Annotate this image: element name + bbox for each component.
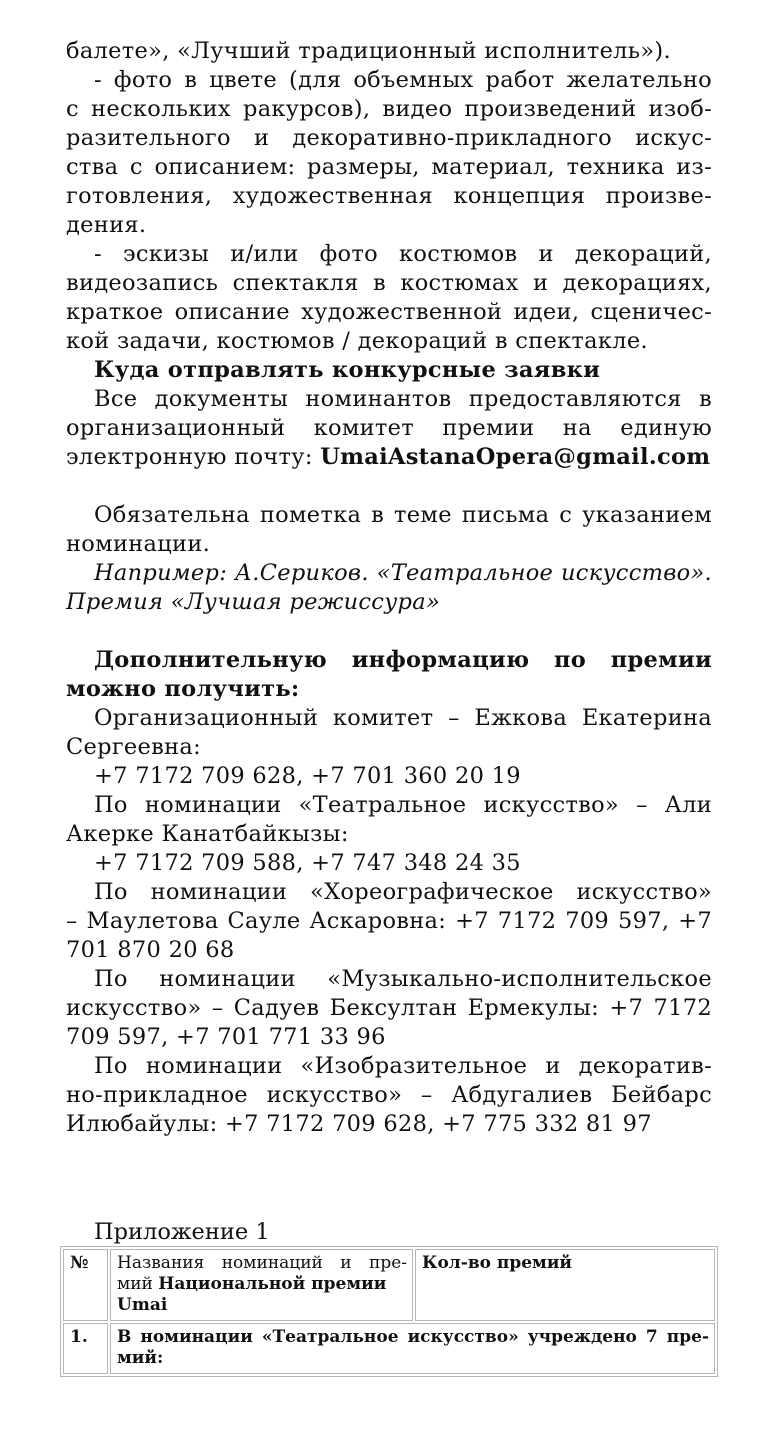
row-nomination — [110, 1323, 715, 1374]
row-line: мий: — [117, 1348, 164, 1368]
phone-line: +7 7172 709 588, +7 747 348 24 35 — [94, 850, 521, 876]
text-line: По номинации «Хореографическое искусство» — [94, 879, 712, 905]
section-heading: можно получить: — [66, 676, 300, 702]
text-line: краткое описание художественной идеи, сценичес- — [66, 299, 712, 325]
text-line: Обязательна пометка в теме письма с указанием — [94, 502, 712, 528]
text-line: По номинации «Театральное искусство» – Али — [94, 792, 712, 818]
row-number: 1. — [63, 1323, 108, 1374]
text-line: ства с описанием: размеры, материал, техника из- — [66, 154, 712, 180]
table-header-row — [63, 1249, 715, 1321]
text-line: Акерке Канатбайкызы: — [66, 821, 349, 847]
example-line: Премия «Лучшая режиссура» — [66, 589, 441, 615]
text-line: кой задачи, костюмов / декораций в спектакле. — [66, 328, 648, 354]
appendix-title: Приложение 1 — [94, 1219, 270, 1245]
phone-line: +7 7172 709 628, +7 701 360 20 19 — [94, 763, 521, 789]
section-heading: Дополнительную информацию по премии — [94, 647, 712, 673]
text-line: готовления, художественная концепция произве- — [66, 183, 712, 209]
text-line: Сергеевна: — [66, 734, 202, 760]
text-line: искусство» – Садуев Бексултан Ермекулы: +7 7172 — [66, 995, 712, 1021]
header-name-line: мий Национальной премии — [117, 1274, 387, 1294]
text-line: – Маулетова Сауле Аскаровна: +7 7172 709 597, +7 — [66, 908, 712, 934]
text-line: видеозапись спектакля в костюмах и декорациях, — [66, 270, 712, 296]
email-line — [66, 443, 712, 472]
nominations-table — [60, 1246, 718, 1377]
table-row — [63, 1323, 715, 1374]
text-line: с нескольких ракурсов), видео произведений изоб- — [66, 96, 712, 122]
text-line: По номинации «Изобразительное и декоратив- — [94, 1053, 712, 1079]
header-number: № — [63, 1249, 108, 1321]
header-award-count: Кол-во премий — [415, 1249, 715, 1321]
example-line: Например: А.Сериков. «Театральное искусство». — [94, 560, 712, 586]
text-line: Все документы номинантов предоставляются в — [94, 386, 712, 412]
text-line: По номинации «Музыкально-исполнительское — [94, 966, 712, 992]
text-line: 709 597, +7 701 771 33 96 — [66, 1024, 386, 1050]
text-line: разительного и декоративно-прикладного искус- — [66, 125, 712, 151]
text-line: 701 870 20 68 — [66, 937, 235, 963]
email-label: электронную почту: — [66, 444, 321, 470]
text-line: Илюбайулы: +7 7172 709 628, +7 775 332 81 97 — [66, 1111, 652, 1137]
email-address[interactable]: UmaiAstanaOpera@gmail.com — [320, 444, 711, 470]
text-line: - эскизы и/или фото костюмов и декораций, — [94, 241, 712, 267]
header-name-line: Названия номинаций и пре- — [117, 1253, 407, 1273]
text-line: балете», «Лучший традиционный исполнитель»). — [66, 38, 671, 64]
text-line: дения. — [66, 212, 147, 238]
text-line: организационный комитет премии на единую — [66, 415, 712, 441]
header-nomination-names — [110, 1249, 413, 1321]
header-name-line: Umai — [117, 1295, 168, 1315]
text-line: Организационный комитет – Ежкова Екатерина — [94, 705, 712, 731]
row-line: В номинации «Театральное искусство» учреждено 7 пре- — [117, 1327, 709, 1347]
text-line: но-прикладное искусство» – Абдугалиев Бейбарс — [66, 1082, 712, 1108]
text-line: номинации. — [66, 531, 211, 557]
section-heading: Куда отправлять конкурсные заявки — [94, 357, 601, 383]
text-line: - фото в цвете (для объемных работ желательно — [94, 67, 712, 93]
